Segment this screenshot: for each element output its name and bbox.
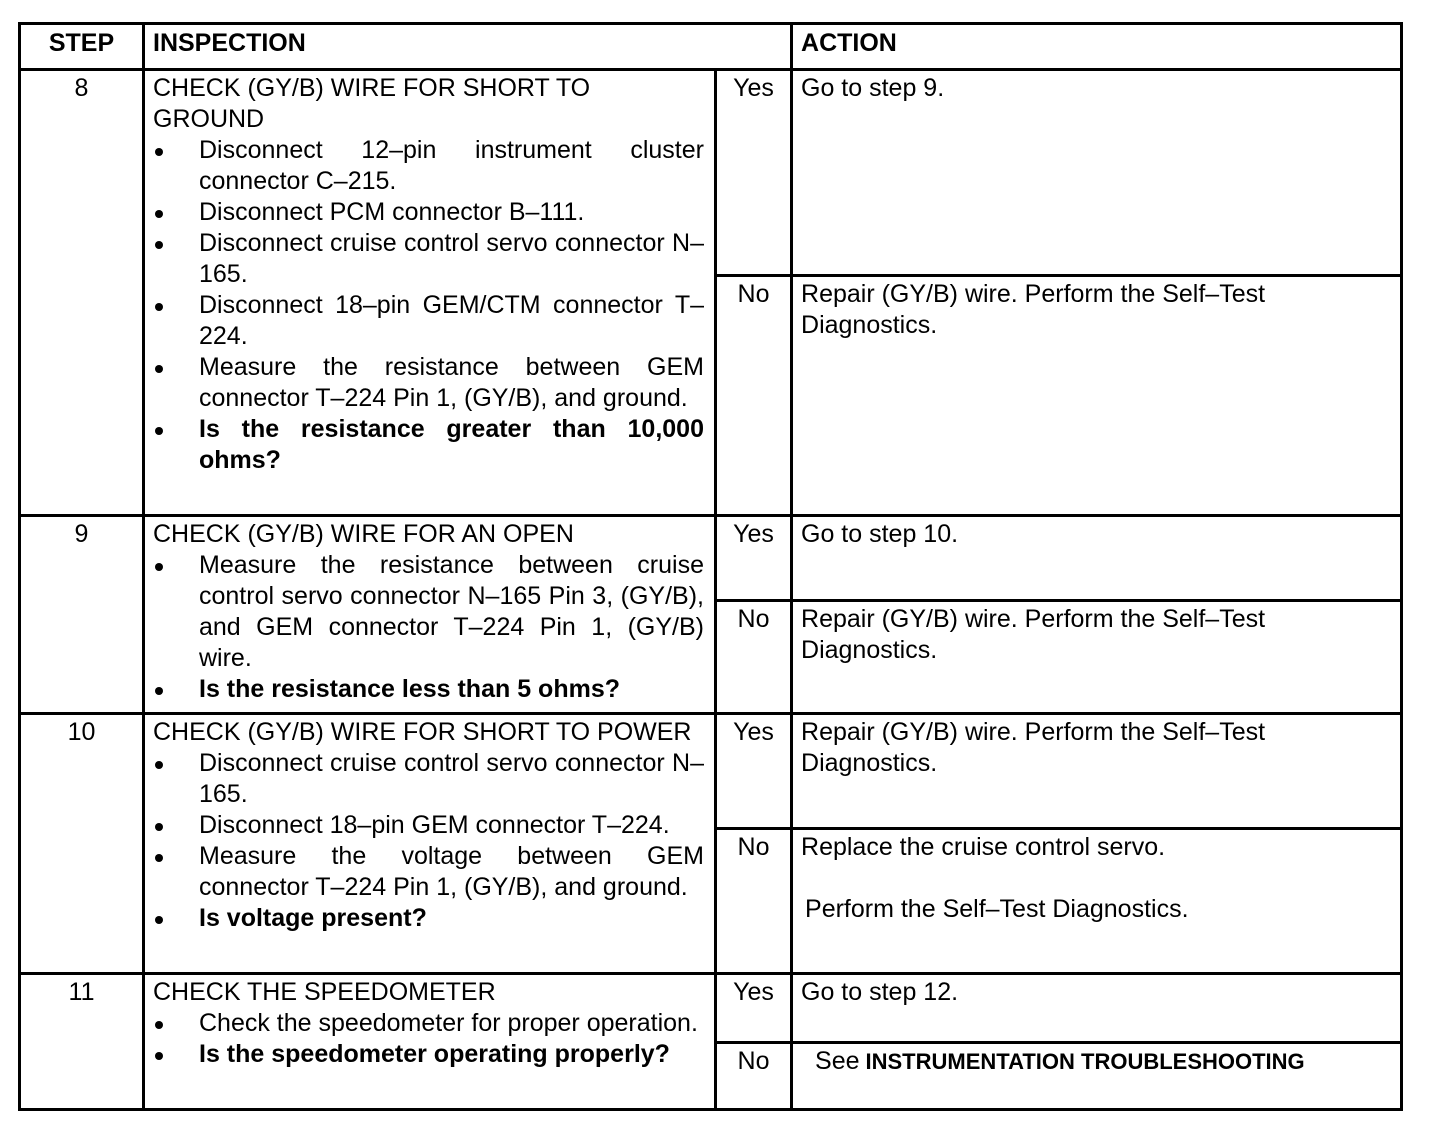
inspection-cell <box>144 516 716 714</box>
no-label: No <box>716 276 792 516</box>
inspection-steps <box>153 550 704 705</box>
list-item: Disconnect cruise control servo connector N–165. <box>153 748 704 810</box>
diagnostic-page <box>18 22 1403 1111</box>
bullet-icon <box>155 365 163 373</box>
header-step: STEP <box>20 24 144 70</box>
no-label: No <box>716 601 792 714</box>
step-10-yes-row <box>20 714 1402 829</box>
inspection-cell <box>144 974 716 1110</box>
yes-label: Yes <box>716 516 792 601</box>
no-action: Repair (GY/B) wire. Perform the Self–Test Diagnostics. <box>792 276 1402 516</box>
list-item: Disconnect PCM connector B–111. <box>153 197 704 228</box>
step-number: 10 <box>20 714 144 974</box>
no-label: No <box>716 829 792 974</box>
bullet-icon <box>155 823 163 831</box>
inspection-title: CHECK (GY/B) WIRE FOR SHORT TO GROUND <box>153 74 591 133</box>
step-number: 9 <box>20 516 144 714</box>
bullet-icon <box>155 427 163 435</box>
bullet-icon <box>155 241 163 249</box>
yes-action: Go to step 10. <box>792 516 1402 601</box>
no-action: Repair (GY/B) wire. Perform the Self–Test Diagnostics. <box>792 601 1402 714</box>
bullet-icon <box>155 563 163 571</box>
inspection-steps <box>153 1008 704 1070</box>
no-action <box>792 1043 1402 1110</box>
yes-label: Yes <box>716 70 792 276</box>
yes-action: Repair (GY/B) wire. Perform the Self–Test Diagnostics. <box>792 714 1402 829</box>
inspection-question: Is voltage present? <box>153 903 704 934</box>
list-item: Disconnect 18–pin GEM connector T–224. <box>153 810 704 841</box>
yes-label: Yes <box>716 974 792 1043</box>
diagnostic-table <box>18 22 1403 1111</box>
inspection-steps <box>153 748 704 934</box>
inspection-title: CHECK (GY/B) WIRE FOR AN OPEN <box>153 520 574 548</box>
step-number: 8 <box>20 70 144 516</box>
list-item: Disconnect cruise control servo connector N–165. <box>153 228 704 290</box>
list-item: Measure the voltage between GEM connector T–224 Pin 1, (GY/B), and ground. <box>153 841 704 903</box>
header-action: ACTION <box>792 24 1402 70</box>
no-action-line-1: Replace the cruise control servo. <box>801 833 1166 861</box>
bullet-icon <box>155 854 163 862</box>
inspection-steps <box>153 135 704 476</box>
step-number: 11 <box>20 974 144 1110</box>
bullet-icon <box>155 210 163 218</box>
inspection-cell <box>144 714 716 974</box>
inspection-question: Is the resistance greater than 10,000 ohms? <box>153 414 704 476</box>
step-11-yes-row <box>20 974 1402 1043</box>
list-item: Check the speedometer for proper operation. <box>153 1008 704 1039</box>
bullet-icon <box>155 1021 163 1029</box>
step-8-yes-row <box>20 70 1402 276</box>
see-prefix: See <box>815 1047 860 1075</box>
list-item: Disconnect 12–pin instrument cluster connector C–215. <box>153 135 704 197</box>
bullet-icon <box>155 687 163 695</box>
bullet-icon <box>155 148 163 156</box>
inspection-title: CHECK (GY/B) WIRE FOR SHORT TO POWER <box>153 718 692 746</box>
yes-action: Go to step 12. <box>792 974 1402 1043</box>
bullet-icon <box>155 1052 163 1060</box>
yes-label: Yes <box>716 714 792 829</box>
no-action <box>792 829 1402 974</box>
inspection-question: Is the speedometer operating properly? <box>153 1039 704 1070</box>
inspection-cell <box>144 70 716 516</box>
header-inspection: INSPECTION <box>144 24 792 70</box>
list-item: Disconnect 18–pin GEM/CTM connector T–224. <box>153 290 704 352</box>
inspection-title: CHECK THE SPEEDOMETER <box>153 978 496 1006</box>
list-item: Measure the resistance between GEM connector T–224 Pin 1, (GY/B), and ground. <box>153 352 704 414</box>
no-label: No <box>716 1043 792 1110</box>
inspection-question: Is the resistance less than 5 ohms? <box>153 674 704 705</box>
bullet-icon <box>155 761 163 769</box>
step-9-yes-row <box>20 516 1402 601</box>
bullet-icon <box>155 303 163 311</box>
no-action-line-2: Perform the Self–Test Diagnostics. <box>805 895 1189 923</box>
yes-action: Go to step 9. <box>792 70 1402 276</box>
list-item: Measure the resistance between cruise control servo connector N–165 Pin 3, (GY/B), and GEM connector T–224 Pin 1, (GY/B) wire. <box>153 550 704 674</box>
bullet-icon <box>155 916 163 924</box>
header-row <box>20 24 1402 70</box>
cross-reference-link[interactable]: INSTRUMENTATION TROUBLESHOOTING <box>865 1049 1305 1074</box>
